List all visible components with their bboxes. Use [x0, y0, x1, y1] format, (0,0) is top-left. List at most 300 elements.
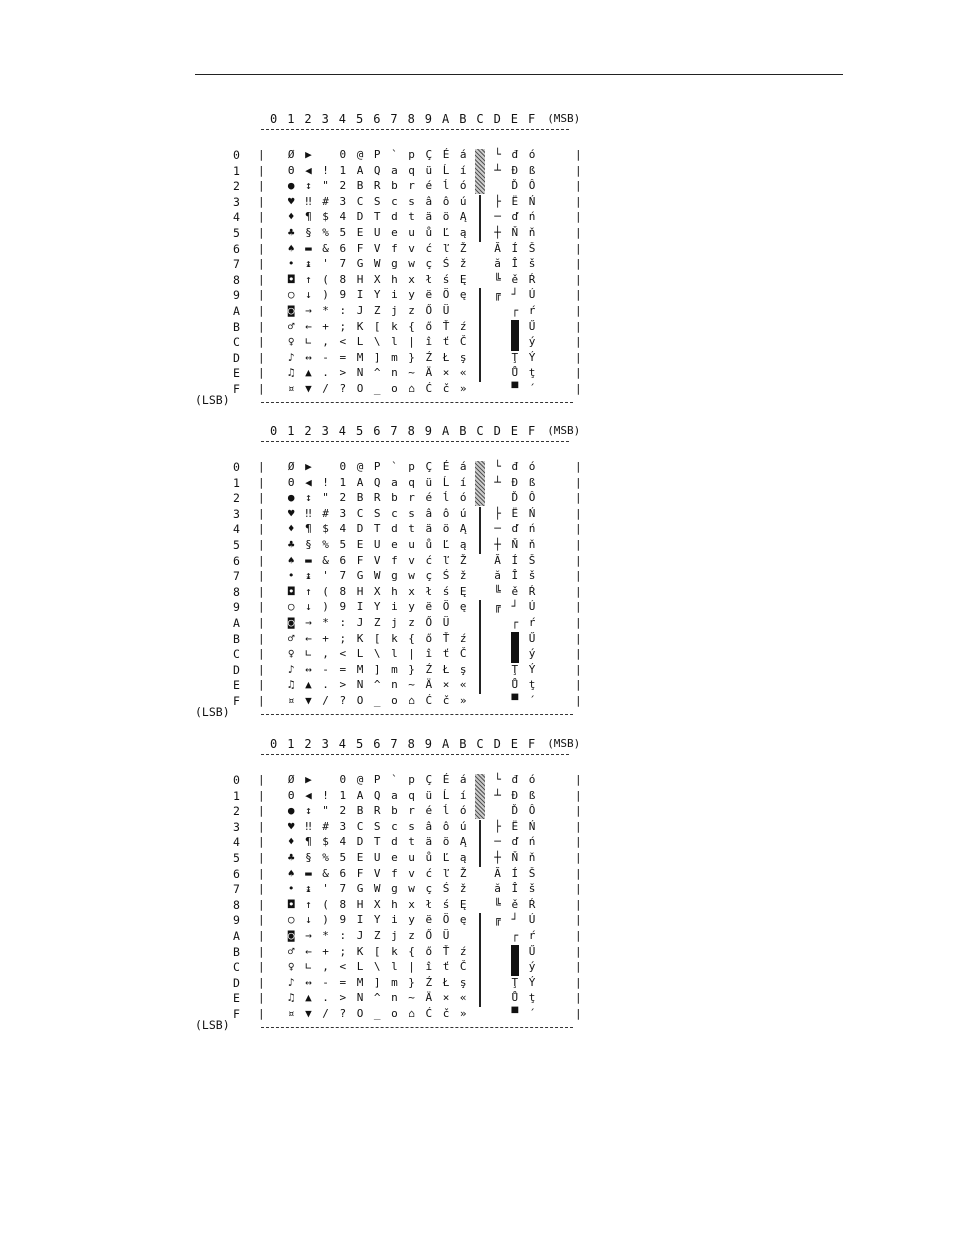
character-cell: j [391, 616, 398, 629]
character-cell: ş [459, 350, 467, 364]
character-cell: q [408, 788, 415, 802]
table-row [195, 304, 655, 320]
character-cell: ë [425, 600, 433, 614]
character-cell: § [305, 226, 312, 239]
character-cell: Ŕ [528, 272, 536, 286]
character-cell: o [391, 1007, 398, 1020]
row-right-border: | [575, 210, 582, 224]
character-cell: É [442, 460, 450, 473]
character-cell: ě [511, 584, 519, 598]
msb-column-label: 4 [338, 424, 347, 438]
character-cell: ( [322, 272, 329, 286]
character-cell: ž [459, 257, 467, 271]
msb-column-label: D [493, 424, 501, 438]
character-cell: N [356, 678, 364, 692]
character-cell: e [391, 538, 398, 551]
character-cell: { [408, 319, 415, 333]
lsb-row-label: 5 [233, 851, 240, 865]
character-cell: ● [287, 804, 295, 818]
character-cell: . [322, 991, 329, 1005]
character-cell: c [391, 819, 398, 833]
character-cell: ) [322, 600, 329, 614]
lsb-row-label: C [233, 960, 240, 975]
character-cell: ~ [408, 366, 415, 380]
character-cell: š [528, 257, 536, 271]
character-cell: đ [511, 460, 519, 473]
msb-column-label: E [510, 737, 519, 751]
character-cell: ♀ [287, 647, 295, 661]
character-cell: č [442, 1007, 450, 1020]
character-cell: ↕ [305, 491, 312, 505]
msb-column-label: D [493, 737, 501, 751]
row-left-border: | [258, 553, 265, 567]
character-cell: § [305, 538, 312, 551]
row-left-border: | [258, 538, 265, 551]
row-right-border: | [575, 804, 582, 818]
character-cell: u [408, 538, 415, 551]
character-cell: S [373, 194, 381, 208]
character-cell: U [373, 538, 381, 551]
character-cell: É [442, 148, 450, 161]
character-cell: i [391, 913, 398, 927]
character-cell: ├ [494, 819, 501, 833]
code-table-1 [195, 112, 655, 412]
character-cell: & [322, 866, 329, 880]
lsb-row-label: 0 [233, 460, 240, 474]
shade-block-glyphs [475, 774, 485, 819]
lsb-row-label: 8 [233, 584, 240, 599]
character-cell: â [425, 194, 433, 208]
table-row [195, 210, 655, 226]
msb-label: (MSB) [547, 424, 581, 437]
character-cell: m [391, 975, 398, 989]
character-cell: Ś [442, 882, 450, 896]
character-cell: ↓ [305, 913, 312, 927]
character-cell: ^ [373, 678, 381, 692]
character-cell: _ [373, 1007, 381, 1020]
character-cell: Ţ [511, 350, 519, 364]
character-cell: / [322, 694, 329, 707]
character-cell: \ [373, 960, 381, 974]
character-cell: G [356, 257, 364, 271]
msb-column-label: 0 [270, 112, 278, 126]
character-cell: { [408, 944, 415, 958]
character-cell: ← [305, 944, 312, 958]
character-cell: J [356, 304, 364, 317]
character-cell: ž [459, 569, 467, 583]
character-cell: ! [322, 788, 329, 802]
character-cell: l [391, 647, 398, 661]
character-cell: ♪ [287, 975, 295, 989]
character-cell: × [442, 366, 450, 380]
character-cell: ť [442, 960, 450, 974]
character-cell: ◘ [287, 897, 295, 911]
character-cell: ♪ [287, 662, 295, 676]
character-cell: J [356, 616, 364, 629]
table-row [195, 898, 655, 914]
character-cell: % [322, 226, 329, 239]
character-cell: ─ [494, 835, 501, 849]
character-cell: b [391, 179, 398, 193]
msb-column-label: 4 [338, 112, 347, 126]
character-cell: Š [528, 241, 536, 255]
character-cell: Ć [425, 382, 433, 395]
character-cell: ♣ [287, 538, 295, 551]
character-cell: m [391, 350, 398, 364]
character-cell: Ę [459, 897, 467, 911]
character-cell: ♣ [287, 226, 295, 239]
character-cell: ź [459, 631, 467, 645]
character-cell: Ö [442, 913, 450, 927]
character-cell: X [373, 584, 381, 598]
table-row [195, 789, 655, 805]
character-cell: n [391, 678, 398, 692]
character-cell: Z [373, 304, 381, 317]
character-cell: ! [322, 163, 329, 177]
lsb-row-label: E [233, 678, 240, 693]
msb-label: (MSB) [547, 737, 581, 750]
lsb-row-label: 1 [233, 163, 240, 178]
column-header [195, 424, 655, 442]
character-cell: s [408, 506, 415, 520]
character-cell: 6 [339, 241, 347, 255]
character-cell: l [391, 960, 398, 974]
lsb-row-label: 9 [233, 600, 240, 615]
character-cell: Ô [528, 804, 536, 818]
character-cell: ž [459, 882, 467, 896]
lsb-row-label: 3 [233, 819, 240, 834]
table-row [195, 616, 655, 632]
table-row [195, 148, 655, 164]
character-cell: Ń [528, 194, 536, 208]
character-cell: Í [511, 866, 519, 880]
row-left-border: | [258, 944, 265, 958]
character-cell: ◘ [287, 272, 295, 286]
character-cell: é [425, 491, 433, 505]
character-cell: ů [425, 226, 433, 239]
character-cell: 5 [339, 538, 347, 551]
character-cell: b [391, 491, 398, 505]
character-cell: ç [425, 882, 433, 896]
character-cell: ↑ [305, 272, 312, 286]
character-cell: X [373, 272, 381, 286]
row-left-border: | [258, 491, 265, 505]
row-left-border: | [258, 288, 265, 302]
row-left-border: | [258, 647, 265, 661]
msb-column-label: F [528, 737, 536, 751]
character-cell: 7 [339, 882, 347, 896]
character-cell: ś [442, 897, 450, 911]
lsb-row-label: 5 [233, 538, 240, 552]
character-cell: D [356, 210, 364, 224]
character-cell: # [322, 819, 329, 833]
character-cell: î [425, 647, 433, 661]
character-cell: L [356, 647, 364, 661]
character-cell: á [459, 460, 467, 473]
character-cell: ü [425, 475, 433, 489]
row-right-border: | [575, 1007, 582, 1020]
column-header [195, 737, 655, 755]
character-cell: â [425, 506, 433, 520]
character-cell: ^ [373, 991, 381, 1005]
character-cell: ← [305, 631, 312, 645]
msb-column-label: 9 [424, 737, 433, 751]
row-left-border: | [258, 694, 265, 707]
character-cell: ┌ [511, 616, 519, 629]
character-cell: ▬ [305, 866, 312, 880]
lsb-row-label: 0 [233, 148, 240, 162]
table-row [195, 851, 655, 867]
table-row [195, 242, 655, 258]
character-cell: ö [442, 835, 450, 849]
character-cell: 8 [339, 584, 347, 598]
row-right-border: | [575, 788, 582, 802]
character-cell: ♠ [287, 241, 295, 255]
row-right-border: | [575, 694, 582, 707]
character-cell: F [356, 241, 364, 255]
character-cell: ş [459, 662, 467, 676]
character-cell: t [408, 522, 415, 536]
character-cell: , [322, 960, 329, 974]
character-cell: á [459, 148, 467, 161]
character-cell: í [459, 788, 467, 802]
character-cell: y [408, 288, 415, 302]
character-cell: Ź [425, 662, 433, 676]
character-cell: ♫ [287, 366, 295, 380]
character-cell: - [322, 350, 329, 364]
character-cell: Ţ [511, 975, 519, 989]
lsb-row-label: 6 [233, 866, 240, 881]
msb-column-label: E [510, 424, 519, 438]
character-cell: ⌂ [408, 382, 415, 395]
character-cell: ł [425, 584, 433, 598]
character-cell: 2 [339, 804, 347, 818]
character-cell: č [442, 694, 450, 707]
character-cell: O [356, 694, 364, 707]
lsb-row-label: F [233, 694, 240, 708]
row-right-border: | [575, 335, 582, 349]
character-cell: Ů [511, 366, 519, 380]
character-cell: Ø [287, 460, 295, 473]
character-cell: } [408, 662, 415, 676]
character-cell: Ž [459, 866, 467, 880]
character-cell: X [373, 897, 381, 911]
shade-block-glyphs [475, 149, 485, 194]
character-cell: u [408, 226, 415, 239]
character-cell: » [459, 694, 467, 707]
character-cell: Q [373, 163, 381, 177]
character-cell: R [373, 179, 381, 193]
character-cell: C [356, 194, 364, 208]
character-cell: » [459, 1007, 467, 1020]
row-right-border: | [575, 538, 582, 551]
msb-column-label: E [510, 112, 519, 126]
character-cell: É [442, 773, 450, 786]
character-cell: Ø [287, 148, 295, 161]
character-cell: Č [459, 335, 467, 349]
character-cell: ç [425, 257, 433, 271]
lsb-row-label: E [233, 991, 240, 1006]
character-cell: k [391, 319, 398, 333]
character-cell: p [408, 773, 415, 786]
character-cell: ? [339, 382, 347, 395]
character-cell: 3 [339, 506, 347, 520]
character-cell: g [391, 569, 398, 583]
character-cell: S [373, 819, 381, 833]
table-row [195, 976, 655, 992]
character-cell: O [356, 382, 364, 395]
character-cell: ë [425, 288, 433, 302]
character-cell: ä [425, 210, 433, 224]
character-cell: F [356, 866, 364, 880]
character-cell: Y [373, 288, 381, 302]
character-cell: Ü [442, 929, 450, 942]
lsb-row-label: D [233, 350, 240, 365]
character-cell: ´ [528, 1007, 536, 1020]
character-cell: Đ [511, 475, 519, 489]
msb-column-label: 5 [356, 424, 364, 438]
character-cell: ▶ [305, 460, 312, 473]
lsb-row-label: 6 [233, 553, 240, 568]
character-cell: ◙ [287, 616, 295, 629]
character-cell: š [528, 882, 536, 896]
character-cell: ─ [494, 210, 501, 224]
character-cell: ć [425, 866, 433, 880]
character-cell: Ź [425, 350, 433, 364]
character-cell: • [287, 882, 295, 896]
lsb-row-label: 9 [233, 288, 240, 303]
character-cell: Ő [425, 616, 433, 629]
table-row [195, 288, 655, 304]
row-right-border: | [575, 569, 582, 583]
character-cell: r [408, 804, 415, 818]
character-cell: > [339, 678, 347, 692]
character-cell: ‼ [305, 506, 312, 520]
msb-column-label: 8 [407, 424, 415, 438]
row-left-border: | [258, 335, 265, 349]
msb-label: (MSB) [547, 112, 581, 125]
table-row [195, 273, 655, 289]
character-cell: ` [391, 460, 398, 473]
lsb-row-label: 7 [233, 257, 240, 272]
row-right-border: | [575, 382, 582, 395]
character-cell: / [322, 382, 329, 395]
character-cell: ę [459, 288, 467, 302]
character-cell: 8 [339, 272, 347, 286]
character-cell: ↑ [305, 584, 312, 598]
msb-column-label: A [442, 112, 450, 126]
character-cell: Ë [511, 506, 519, 520]
table-row [195, 1007, 655, 1023]
row-left-border: | [258, 882, 265, 896]
character-cell: Ĺ [442, 163, 450, 177]
code-table-2 [195, 424, 655, 724]
character-cell: ő [425, 631, 433, 645]
character-cell: C [356, 506, 364, 520]
character-cell: ţ [528, 678, 536, 692]
lsb-row-label: 2 [233, 804, 240, 819]
row-right-border: | [575, 475, 582, 489]
character-cell: § [305, 851, 312, 864]
character-cell: c [391, 194, 398, 208]
character-cell: Ö [442, 288, 450, 302]
character-cell: z [408, 616, 415, 629]
header-divider [261, 754, 569, 755]
character-cell: - [322, 975, 329, 989]
character-cell: ň [528, 226, 536, 239]
row-right-border: | [575, 148, 582, 161]
character-cell: ; [339, 944, 347, 958]
character-cell: ß [528, 475, 536, 489]
character-cell: ♪ [287, 350, 295, 364]
character-cell: A [356, 788, 364, 802]
msb-column-label: C [476, 424, 484, 438]
msb-column-label: 7 [390, 424, 398, 438]
character-cell: a [391, 475, 398, 489]
character-cell: ♀ [287, 335, 295, 349]
row-left-border: | [258, 194, 265, 208]
character-cell: ó [528, 460, 536, 473]
lsb-row-label: 4 [233, 210, 240, 225]
character-cell: ô [442, 194, 450, 208]
character-cell: └ [494, 148, 501, 161]
row-left-border: | [258, 179, 265, 193]
character-cell: % [322, 538, 329, 551]
character-cell: M [356, 662, 364, 676]
character-cell: z [408, 929, 415, 942]
row-right-border: | [575, 241, 582, 255]
character-cell: ↔ [305, 975, 312, 989]
table-row [195, 820, 655, 836]
lsb-row-label: 4 [233, 522, 240, 537]
character-cell: Ú [528, 600, 536, 614]
character-cell: Í [511, 241, 519, 255]
lsb-label: (LSB) [195, 704, 230, 719]
character-cell: 1 [339, 163, 347, 177]
row-left-border: | [258, 506, 265, 520]
box-drawing-glyphs [479, 507, 481, 554]
character-cell: p [408, 148, 415, 161]
footer-divider [261, 1027, 573, 1028]
character-cell: R [373, 804, 381, 818]
character-cell: × [442, 678, 450, 692]
character-cell: Ő [425, 304, 433, 317]
character-cell: H [356, 272, 364, 286]
table-row [195, 991, 655, 1007]
character-cell: ↑ [305, 897, 312, 911]
character-cell: ¶ [305, 210, 312, 224]
character-cell: w [408, 257, 415, 271]
character-cell: → [305, 304, 312, 317]
lsb-row-label: A [233, 304, 240, 318]
character-cell: r [408, 491, 415, 505]
msb-column-label: 3 [321, 112, 329, 126]
lsb-row-label: B [233, 319, 240, 334]
msb-column-label: A [442, 737, 450, 751]
footer-divider [261, 714, 573, 715]
character-cell: ó [459, 804, 467, 818]
row-right-border: | [575, 835, 582, 849]
msb-column-label: 5 [356, 737, 364, 751]
character-cell: ń [528, 210, 536, 224]
row-left-border: | [258, 148, 265, 161]
character-cell: e [391, 226, 398, 239]
character-cell: é [425, 804, 433, 818]
lsb-row-label: A [233, 929, 240, 943]
character-cell: ♀ [287, 960, 295, 974]
character-cell: Z [373, 929, 381, 942]
lsb-row-label: 0 [233, 773, 240, 787]
